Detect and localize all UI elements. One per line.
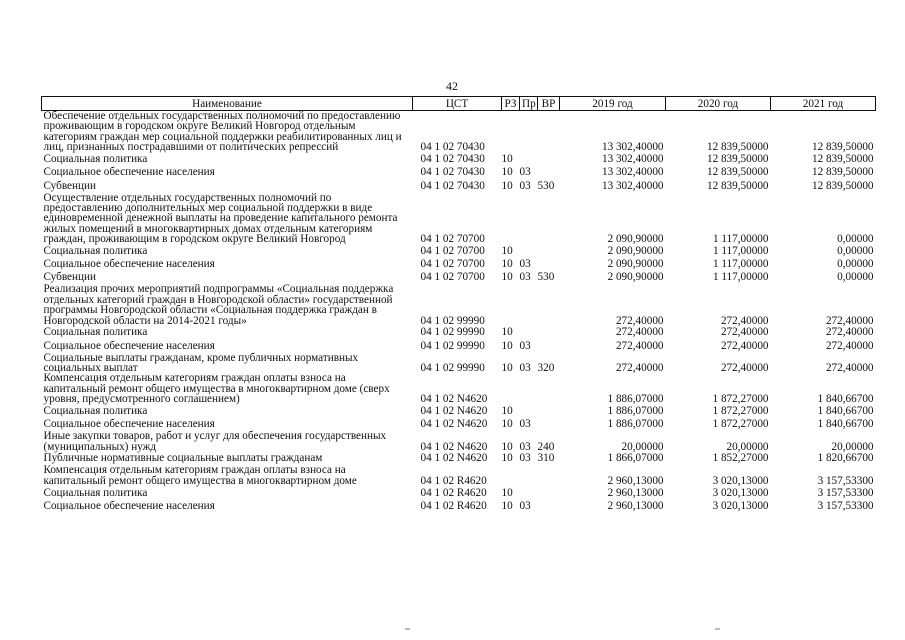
scan-marks xyxy=(405,628,735,634)
cell-rz xyxy=(502,284,520,326)
table-row xyxy=(42,111,876,153)
cell-cst: 04 1 02 70700 xyxy=(420,271,485,284)
cell-y2020: 3 020,13000 xyxy=(712,499,769,512)
column-header-name: Наименование xyxy=(42,97,413,111)
cell-y2021: 0,00000 xyxy=(837,271,874,284)
cell-vr xyxy=(538,418,560,431)
cell-y2021: 272,40000 xyxy=(825,339,874,352)
cell-y2021: 3 157,53300 xyxy=(817,486,874,499)
cell-cst: 04 1 02 99990 xyxy=(420,314,485,327)
cell-vr xyxy=(538,111,560,153)
cell-vr xyxy=(538,486,560,499)
table-row xyxy=(42,452,876,465)
cell-y2020: 1 872,27000 xyxy=(712,418,769,431)
cell-rz: 10 xyxy=(501,452,513,465)
cell-pr: 03 xyxy=(519,362,531,375)
table-row xyxy=(42,431,876,452)
cell-pr xyxy=(520,153,538,166)
cell-pr xyxy=(520,111,538,153)
cell-rz xyxy=(502,111,520,153)
cell-name: Социальная политика xyxy=(43,326,148,339)
cell-y2019: 2 090,90000 xyxy=(607,258,664,271)
cell-y2020: 1 872,27000 xyxy=(712,404,769,417)
cell-vr xyxy=(538,373,560,404)
cell-cst: 04 1 02 99990 xyxy=(420,362,485,375)
cell-cst: 04 1 02 70700 xyxy=(420,258,485,271)
cell-vr xyxy=(538,153,560,166)
cell-y2021: 1 840,66700 xyxy=(817,393,874,406)
cell-y2021: 0,00000 xyxy=(837,244,874,257)
cell-y2021: 1 820,66700 xyxy=(817,452,874,465)
cell-cst: 04 1 02 70430 xyxy=(420,141,485,154)
cell-name: Социальная политика xyxy=(43,404,148,417)
cell-y2020: 12 839,50000 xyxy=(706,166,769,179)
table-row xyxy=(42,339,876,352)
cell-y2021: 12 839,50000 xyxy=(811,152,874,165)
cell-cst: 04 1 02 N4620 xyxy=(420,404,488,417)
cell-y2021: 3 157,53300 xyxy=(817,474,874,487)
cell-rz xyxy=(502,373,520,404)
cell-y2019: 272,40000 xyxy=(615,339,664,352)
cell-pr: 03 xyxy=(519,339,531,352)
column-header-rz: РЗ xyxy=(502,97,520,111)
cell-y2019: 272,40000 xyxy=(615,362,664,375)
budget-table xyxy=(41,96,876,513)
cell-cst: 04 1 02 70430 xyxy=(420,166,485,179)
cell-y2019: 2 090,90000 xyxy=(607,233,664,246)
cell-vr: 530 xyxy=(537,271,555,284)
cell-vr: 240 xyxy=(537,440,555,453)
table-row xyxy=(42,353,876,374)
cell-cst: 04 1 02 N4620 xyxy=(420,452,488,465)
cell-y2020: 272,40000 xyxy=(720,326,769,339)
cell-y2019: 1 886,07000 xyxy=(607,418,664,431)
cell-y2019: 272,40000 xyxy=(615,326,664,339)
cell-vr xyxy=(538,339,560,352)
cell-name: Иные закупки товаров, работ и услуг для обеспечения государственных (муниципальных) нужд xyxy=(43,430,387,453)
cell-y2021: 20,00000 xyxy=(831,440,874,453)
cell-cst: 04 1 02 R4620 xyxy=(420,474,487,487)
cell-pr: 03 xyxy=(519,418,531,431)
cell-cst: 04 1 02 99990 xyxy=(420,326,485,339)
cell-pr xyxy=(520,245,538,258)
table-row xyxy=(42,405,876,418)
cell-y2019: 13 302,40000 xyxy=(601,152,664,165)
cell-y2020: 20,00000 xyxy=(726,440,769,453)
cell-y2020: 1 872,27000 xyxy=(712,393,769,406)
cell-pr xyxy=(520,326,538,339)
table-row xyxy=(42,500,876,513)
cell-y2020: 272,40000 xyxy=(720,339,769,352)
table-row xyxy=(42,326,876,339)
cell-y2019: 2 960,13000 xyxy=(607,486,664,499)
cell-rz: 10 xyxy=(501,486,513,499)
cell-rz: 10 xyxy=(501,404,513,417)
cell-name: Социальное обеспечение населения xyxy=(43,166,215,179)
cell-rz: 10 xyxy=(501,166,513,179)
cell-y2020: 3 020,13000 xyxy=(712,486,769,499)
cell-y2021: 272,40000 xyxy=(825,314,874,327)
cell-name: Социальные выплаты гражданам, кроме публичных нормативных социальных выплат xyxy=(43,351,359,375)
cell-rz: 10 xyxy=(501,152,513,165)
cell-y2020: 1 117,00000 xyxy=(712,244,769,257)
cell-y2021: 1 840,66700 xyxy=(817,418,874,431)
cell-rz: 10 xyxy=(501,362,513,375)
cell-vr xyxy=(538,405,560,418)
cell-y2019: 1 886,07000 xyxy=(607,393,664,406)
cell-cst: 04 1 02 70700 xyxy=(420,233,485,246)
cell-cst: 04 1 02 R4620 xyxy=(420,486,487,499)
cell-name: Социальное обеспечение населения xyxy=(43,499,215,512)
table-body xyxy=(42,111,876,513)
column-header-vr: ВР xyxy=(538,97,560,111)
cell-cst: 04 1 02 99990 xyxy=(420,339,485,352)
cell-pr: 03 xyxy=(519,258,531,271)
column-header-2021: 2021 год xyxy=(771,97,876,111)
cell-y2019: 13 302,40000 xyxy=(601,179,664,192)
cell-name: Социальная политика xyxy=(43,486,148,499)
page-number: 42 xyxy=(446,79,458,93)
cell-rz: 10 xyxy=(501,440,513,453)
cell-y2021: 12 839,50000 xyxy=(811,166,874,179)
cell-pr: 03 xyxy=(519,452,531,465)
table-row xyxy=(42,284,876,326)
cell-pr xyxy=(520,373,538,404)
table-header xyxy=(42,97,876,111)
header-row xyxy=(42,97,876,111)
cell-y2020: 1 117,00000 xyxy=(712,271,769,284)
cell-rz: 10 xyxy=(501,244,513,257)
cell-y2019: 13 302,40000 xyxy=(601,166,664,179)
cell-y2021: 0,00000 xyxy=(837,233,874,246)
column-header-pr: Пр xyxy=(520,97,538,111)
cell-name: Субвенции xyxy=(43,271,96,284)
table-row xyxy=(42,245,876,258)
cell-vr xyxy=(538,465,560,486)
cell-rz xyxy=(502,465,520,486)
table-row xyxy=(42,166,876,179)
cell-vr xyxy=(538,193,560,245)
cell-vr xyxy=(538,284,560,326)
cell-name: Социальное обеспечение населения xyxy=(43,418,215,431)
cell-y2020: 272,40000 xyxy=(720,362,769,375)
cell-name: Субвенции xyxy=(43,179,96,192)
cell-y2020: 12 839,50000 xyxy=(706,141,769,154)
table-row xyxy=(42,486,876,499)
cell-y2019: 2 960,13000 xyxy=(607,499,664,512)
cell-y2019: 272,40000 xyxy=(615,314,664,327)
cell-cst: 04 1 02 70700 xyxy=(420,244,485,257)
cell-y2021: 3 157,53300 xyxy=(817,499,874,512)
cell-rz: 10 xyxy=(501,179,513,192)
cell-y2021: 12 839,50000 xyxy=(811,179,874,192)
cell-y2021: 0,00000 xyxy=(837,258,874,271)
cell-name: Обеспечение отдельных государственных полномочий по предоставлению проживающим в городском округе Великий Новгород отдельным категориям граждан мер социальной поддержки реабилитированных лиц и лиц, признанных пострадавшими от политических репрессий xyxy=(43,110,402,154)
cell-y2019: 2 960,13000 xyxy=(607,474,664,487)
cell-y2021: 1 840,66700 xyxy=(817,404,874,417)
cell-cst: 04 1 02 R4620 xyxy=(420,499,487,512)
table-row xyxy=(42,373,876,404)
cell-rz: 10 xyxy=(501,258,513,271)
cell-rz: 10 xyxy=(501,339,513,352)
cell-y2019: 13 302,40000 xyxy=(601,141,664,154)
cell-pr: 03 xyxy=(519,499,531,512)
cell-vr: 310 xyxy=(537,452,555,465)
cell-cst: 04 1 02 70430 xyxy=(420,179,485,192)
cell-pr xyxy=(520,465,538,486)
table-row xyxy=(42,153,876,166)
cell-cst: 04 1 02 70430 xyxy=(420,152,485,165)
cell-cst: 04 1 02 N4620 xyxy=(420,393,488,406)
cell-name: Социальное обеспечение населения xyxy=(43,339,215,352)
cell-vr: 530 xyxy=(537,179,555,192)
cell-name: Публичные нормативные социальные выплаты гражданам xyxy=(43,452,323,465)
table-row xyxy=(42,271,876,284)
table-row xyxy=(42,418,876,431)
cell-cst: 04 1 02 N4620 xyxy=(420,418,488,431)
cell-rz: 10 xyxy=(501,326,513,339)
table-row xyxy=(42,179,876,192)
cell-pr xyxy=(520,486,538,499)
cell-rz: 10 xyxy=(501,418,513,431)
cell-y2021: 272,40000 xyxy=(825,362,874,375)
cell-y2020: 3 020,13000 xyxy=(712,474,769,487)
column-header-2020: 2020 год xyxy=(666,97,771,111)
cell-name: Социальное обеспечение населения xyxy=(43,258,215,271)
cell-y2019: 20,00000 xyxy=(621,440,664,453)
cell-y2020: 272,40000 xyxy=(720,314,769,327)
cell-rz xyxy=(502,193,520,245)
cell-name: Реализация прочих мероприятий подпрограммы «Социальная поддержка отдельных категорий граждан в Новгородской области» государственной программы Новгородской области «Социальная поддержка граждан в Новгородской области на 2014-2021 годы» xyxy=(43,283,394,327)
cell-vr xyxy=(538,500,560,513)
cell-vr xyxy=(538,166,560,179)
cell-pr: 03 xyxy=(519,271,531,284)
cell-y2020: 1 117,00000 xyxy=(712,233,769,246)
cell-name: Компенсация отдельным категориям граждан оплаты взноса на капитальный ремонт общего имущества в многоквартирном доме xyxy=(43,464,357,487)
cell-y2019: 2 090,90000 xyxy=(607,244,664,257)
cell-pr xyxy=(520,284,538,326)
cell-name: Социальная политика xyxy=(43,244,148,257)
cell-pr: 03 xyxy=(519,166,531,179)
cell-y2020: 12 839,50000 xyxy=(706,152,769,165)
table-row xyxy=(42,258,876,271)
cell-cst: 04 1 02 N4620 xyxy=(420,440,488,453)
cell-y2019: 1 886,07000 xyxy=(607,404,664,417)
cell-vr: 320 xyxy=(537,362,555,375)
cell-name: Социальная политика xyxy=(43,152,148,165)
cell-pr: 03 xyxy=(519,440,531,453)
cell-rz: 10 xyxy=(501,499,513,512)
cell-pr xyxy=(520,193,538,245)
cell-y2019: 1 866,07000 xyxy=(607,452,664,465)
cell-y2020: 1 117,00000 xyxy=(712,258,769,271)
cell-y2019: 2 090,90000 xyxy=(607,271,664,284)
cell-name: Компенсация отдельным категориям граждан оплаты взноса на капитальный ремонт общего имущества в многоквартирном доме (сверх уровня, предусмотренного соглашением) xyxy=(43,372,390,406)
cell-vr xyxy=(538,258,560,271)
cell-vr xyxy=(538,245,560,258)
column-header-cst: ЦСТ xyxy=(413,97,502,111)
cell-y2020: 12 839,50000 xyxy=(706,179,769,192)
table-row xyxy=(42,193,876,245)
cell-rz: 10 xyxy=(501,271,513,284)
cell-y2021: 272,40000 xyxy=(825,326,874,339)
column-header-2019: 2019 год xyxy=(560,97,666,111)
cell-y2021: 12 839,50000 xyxy=(811,141,874,154)
cell-pr xyxy=(520,405,538,418)
table-row xyxy=(42,465,876,486)
cell-vr xyxy=(538,326,560,339)
cell-pr: 03 xyxy=(519,179,531,192)
cell-name: Осуществление отдельных государственных полномочий по предоставлению дополнительных мер социальной поддержки в виде единовременной денежной выплаты на проведение капитального ремонта жилых помещений в многоквартирных домах отдельным категориям граждан, проживающим в городском округе Великий Новгород xyxy=(43,191,398,246)
cell-y2020: 1 852,27000 xyxy=(712,452,769,465)
